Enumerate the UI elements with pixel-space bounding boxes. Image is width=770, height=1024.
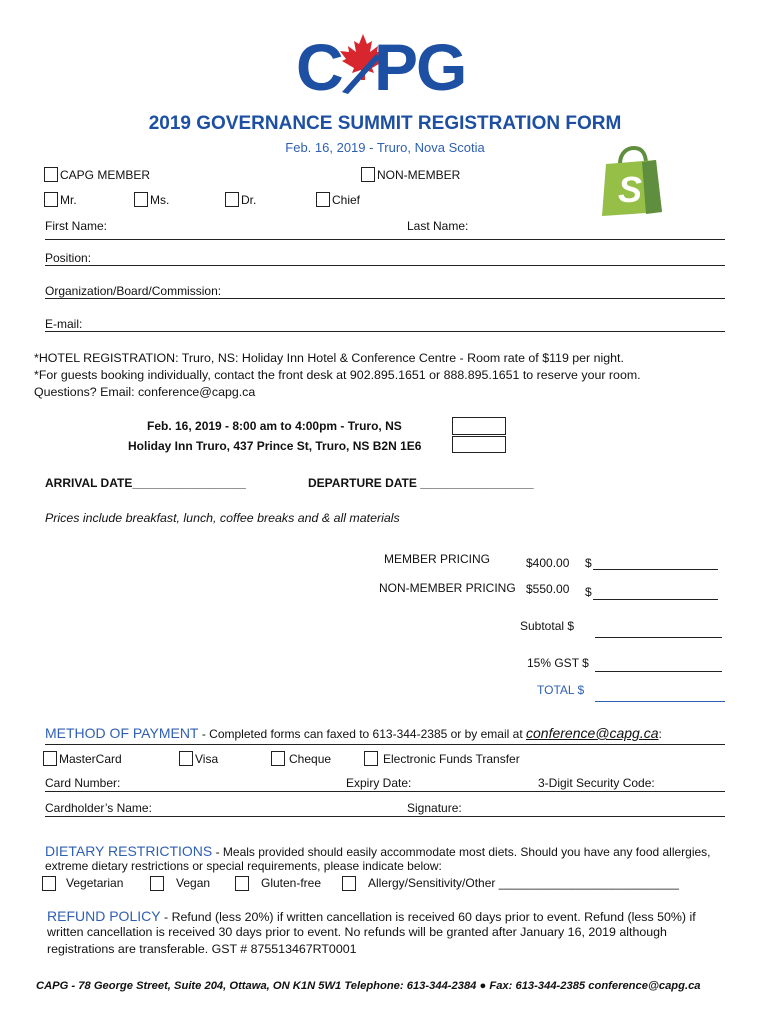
email-field-line[interactable] [45, 331, 725, 332]
nonmember-amount-line[interactable] [593, 599, 718, 600]
mr-label: Mr. [60, 193, 77, 207]
card-number-label: Card Number: [45, 776, 121, 790]
last-name-label: Last Name: [407, 219, 469, 233]
nonmember-dollar-sign: $ [585, 585, 592, 599]
subtotal-line[interactable] [595, 637, 722, 638]
departure-date-field[interactable]: DEPARTURE DATE _________________ [308, 476, 534, 490]
payment-heading: METHOD OF PAYMENT [45, 725, 199, 741]
mr-checkbox[interactable] [44, 192, 58, 207]
cardholder-name-label: Cardholder’s Name: [45, 801, 152, 815]
non-member-label: NON-MEMBER [377, 168, 461, 182]
member-dollar-sign: $ [585, 556, 592, 570]
eft-checkbox[interactable] [364, 751, 378, 766]
event-venue: Holiday Inn Truro, 437 Prince St, Truro, NS B2N 1E6 [128, 439, 422, 453]
non-member-checkbox[interactable] [361, 167, 375, 182]
gst-line[interactable] [595, 671, 722, 672]
first-name-label: First Name: [45, 219, 108, 233]
nonmember-price: $550.00 [526, 582, 570, 596]
vegan-label: Vegan [176, 876, 211, 890]
page-subtitle: Feb. 16, 2019 - Truro, Nova Scotia [285, 140, 485, 155]
logo-letter-c: C [296, 30, 342, 104]
eft-label: Electronic Funds Transfer [383, 752, 520, 766]
capg-logo [296, 30, 466, 104]
mastercard-checkbox[interactable] [43, 751, 57, 766]
chief-label: Chief [332, 193, 361, 207]
capg-member-checkbox[interactable] [44, 167, 58, 182]
gluten-free-label: Gluten-free [261, 876, 322, 890]
cardholder-signature-line[interactable] [45, 816, 725, 817]
dietary-heading-row [45, 843, 711, 859]
event-datetime: Feb. 16, 2019 - 8:00 am to 4:00pm - Truro, NS [147, 419, 402, 433]
member-amount-line[interactable] [593, 569, 718, 570]
total-line[interactable] [595, 701, 725, 702]
total-label: TOTAL $ [537, 683, 585, 697]
visa-label: Visa [195, 752, 219, 766]
dietary-description-2: extreme dietary restrictions or special requirements, please indicate below: [45, 859, 442, 873]
payment-description: - Completed forms can faxed to 613-344-2385 or by email at [198, 727, 526, 741]
vegetarian-checkbox[interactable] [42, 876, 56, 891]
refund-line-1: - Refund (less 20%) if written cancellation is received 60 days prior to event. Refund (less 50%) if [160, 910, 696, 924]
security-code-label: 3-Digit Security Code: [538, 776, 655, 790]
page-title: 2019 GOVERNANCE SUMMIT REGISTRATION FORM [148, 113, 622, 134]
hotel-info-line2: *For guests booking individually, contact the front desk at 902.895.1651 or 888.895.1651 to reserve your room. [34, 368, 641, 382]
member-price: $400.00 [526, 556, 570, 570]
nonmember-pricing-label: NON-MEMBER PRICING [379, 581, 516, 595]
event-venue-box[interactable] [452, 436, 506, 453]
email-label: E-mail: [45, 317, 83, 331]
mastercard-label: MasterCard [59, 752, 122, 766]
hotel-info-line3: Questions? Email: conference@capg.ca [34, 385, 256, 399]
footer-contact: CAPG - 78 George Street, Suite 204, Ottawa, ON K1N 5W1 Telephone: 613-344-2384 ● Fax: 613-344-2385 conference@capg.ca [36, 980, 701, 992]
ms-label: Ms. [150, 193, 170, 207]
shopify-bag-icon [598, 146, 666, 218]
event-datetime-box[interactable] [452, 417, 506, 435]
refund-line-2: written cancellation is received 30 days prior to event. No refunds will be granted after January 16, 2019 although [47, 925, 667, 939]
payment-colon: : [658, 727, 662, 741]
arrival-date-field[interactable]: ARRIVAL DATE_________________ [45, 476, 246, 490]
visa-checkbox[interactable] [179, 751, 193, 766]
chief-checkbox[interactable] [316, 192, 330, 207]
allergy-checkbox[interactable] [342, 876, 356, 891]
capg-member-label: CAPG MEMBER [60, 168, 151, 182]
refund-line-3: registrations are transferable. GST # 875513467RT0001 [47, 942, 357, 956]
svg-text:S: S [618, 169, 643, 210]
ms-checkbox[interactable] [134, 192, 148, 207]
dietary-description-1: - Meals provided should easily accommodate most diets. Should you have any food allergies, [212, 845, 711, 859]
payment-heading-line [45, 744, 725, 745]
gst-label: 15% GST $ [527, 656, 589, 670]
payment-email-link[interactable]: conference@capg.ca [526, 725, 659, 741]
cheque-label: Cheque [289, 752, 332, 766]
dr-checkbox[interactable] [225, 192, 239, 207]
vegan-checkbox[interactable] [150, 876, 164, 891]
refund-heading-row [47, 908, 696, 924]
hotel-info-line1: *HOTEL REGISTRATION: Truro, NS: Holiday Inn Hotel & Conference Centre - Room rate of $119 per night. [34, 351, 624, 365]
expiry-date-label: Expiry Date: [346, 776, 412, 790]
dr-label: Dr. [241, 193, 257, 207]
allergy-field[interactable]: Allergy/Sensitivity/Other ___________________________ [368, 876, 679, 890]
member-pricing-label: MEMBER PRICING [384, 552, 491, 566]
signature-label: Signature: [407, 801, 462, 815]
name-field-line[interactable] [45, 239, 725, 240]
position-label: Position: [45, 251, 92, 265]
organization-field-line[interactable] [45, 298, 725, 299]
dietary-heading: DIETARY RESTRICTIONS [45, 843, 213, 859]
card-details-line[interactable] [45, 791, 725, 792]
subtotal-label: Subtotal $ [520, 619, 575, 633]
prices-note: Prices include breakfast, lunch, coffee breaks and & all materials [45, 511, 400, 525]
cheque-checkbox[interactable] [271, 751, 285, 766]
vegetarian-label: Vegetarian [66, 876, 124, 890]
position-field-line[interactable] [45, 265, 725, 266]
organization-label: Organization/Board/Commission: [45, 284, 222, 298]
gluten-free-checkbox[interactable] [235, 876, 249, 891]
logo-letters-pg: PG [374, 30, 466, 104]
payment-heading-row [45, 725, 662, 741]
refund-heading: REFUND POLICY [47, 908, 161, 924]
